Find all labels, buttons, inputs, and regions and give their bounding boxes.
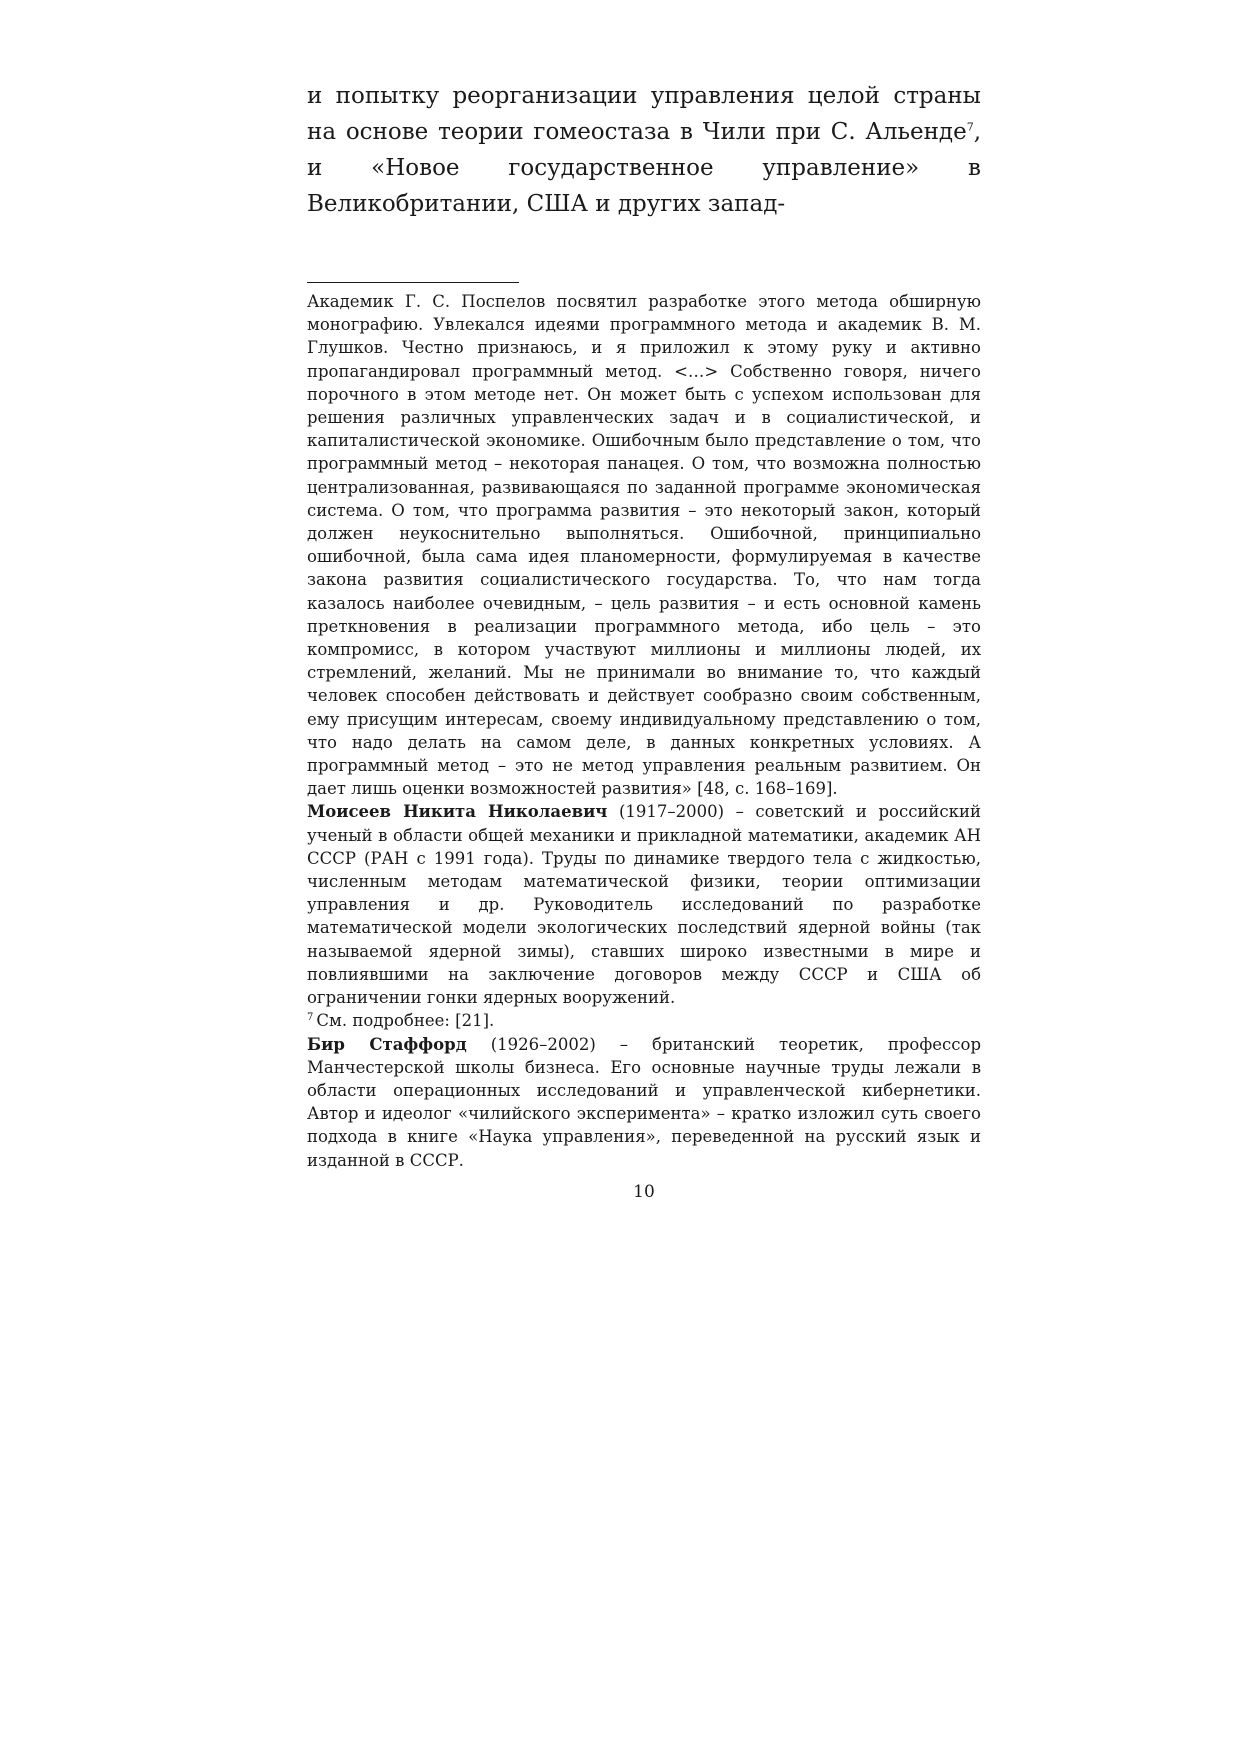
footnote-beer-text: (1926–2002) – британский теоретик, профессор Манчестерской школы бизнеса. Его основные научные труды лежали в области операционных исследований и управленческой кибернетики. Автор и идеолог «чилийского эксперимента» – кратко изложил суть своего подхода в книге «Наука управления», переведенной на русский язык и изданной в СССР. [307, 1034, 982, 1170]
footnote-moiseev [307, 800, 981, 1009]
footnote-divider [307, 282, 519, 283]
footnote-moiseev-text: (1917–2000) – советский и российский ученый в области общей механики и прикладной математики, академик АН СССР (РАН с 1991 года). Труды по динамике твердого тела с жидкостью, численным методам математической физики, теории оптимизации управления и др. Руководитель исследований по разработке математической модели экологических последствий ядерной войны (так называемой ядерной зимы), ставших широко известными в мире и повлиявшими на заключение договоров между СССР и США об ограничении гонки ядерных вооружений. [307, 802, 981, 1008]
footnote-7-text: См. подробнее: [21]. [316, 1011, 495, 1031]
main-text-after-ref: , и «Новое государственное управление» в Великобритании, США и других запад- [307, 119, 981, 217]
footnote-ref-7[interactable]: 7 [966, 120, 974, 134]
footnote-7-mark: 7 [307, 1011, 314, 1023]
footnote-beer [307, 1033, 981, 1172]
footnote-beer-name: Бир Стаффорд [307, 1034, 467, 1054]
footnote-7 [307, 1009, 981, 1032]
footnote-moiseev-name: Моисеев Никита Николаевич [307, 802, 608, 822]
main-paragraph [307, 78, 981, 222]
main-text-before-ref: и попытку реорганизации управления целой страны на основе теории гомеостаза в Чили при С. Альенде [307, 83, 981, 145]
page-number: 10 [633, 1181, 655, 1202]
book-page [307, 78, 981, 1202]
footnote-quote-continuation: Академик Г. С. Поспелов посвятил разработке этого метода обширную монографию. Увлекался идеями программного метода и академик В. М. Глушков. Честно признаюсь, и я приложил к этому руку и активно пропагандировал программный метод. <…> Собственно говоря, ничего порочного в этом методе нет. Он может быть с успехом использован для решения различных управленческих задач и в социалистической, и капиталистической экономике. Ошибочным было представление о том, что программный метод – некоторая панацея. О том, что возможна полностью централизованная, развивающаяся по заданной программе экономическая система. О том, что программа развития – это некоторый закон, который должен неукоснительно выполняться. Ошибочной, принципиально ошибочной, была сама идея планомерности, формулируемая в качестве закона развития социалистического государства. То, что нам тогда казалось наиболее очевидным, – цель развития – и есть основной камень преткновения в реализации программного метода, ибо цель – это компромисс, в котором участвуют миллионы и миллионы людей, их стремлений, желаний. Мы не принимали во внимание то, что каждый человек способен действовать и действует сообразно своим собственным, ему присущим интересам, своему индивидуальному представлению о том, что надо делать на самом деле, в данных конкретных условиях. А программный метод – это не метод управления реальным развитием. Он дает лишь оценки возможностей развития» [48, с. 168–169]. [307, 292, 981, 799]
footnotes-block [307, 290, 981, 1172]
